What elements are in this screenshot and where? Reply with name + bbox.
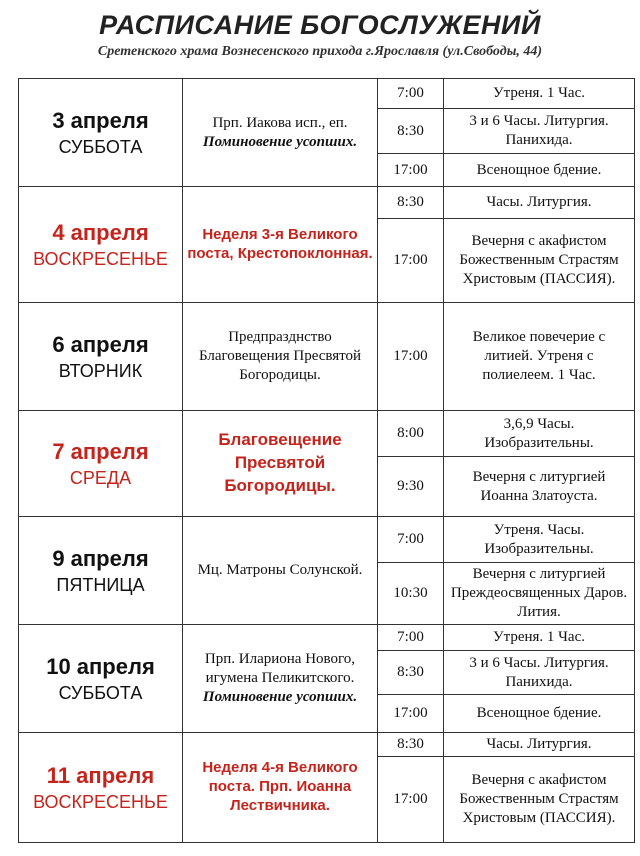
day-weekday: ПЯТНИЦА — [56, 575, 145, 595]
table-row — [19, 625, 635, 651]
service-name: Всенощное бдение. — [444, 154, 635, 187]
service-name: Утреня. Часы. Изобразительны. — [444, 517, 635, 563]
day-date: 4 апреля — [52, 219, 149, 245]
page-title: РАСПИСАНИЕ БОГОСЛУЖЕНИЙ — [99, 10, 541, 40]
service-name: Великое повечерие с литией. Утреня с полиелеем. 1 Час. — [444, 303, 635, 411]
day-date: 9 апреля — [52, 545, 149, 571]
table-row — [19, 733, 635, 757]
day-cell — [19, 79, 183, 187]
day-weekday: ВОСКРЕСЕНЬЕ — [33, 792, 168, 812]
service-time: 9:30 — [378, 457, 444, 517]
service-name: 3 и 6 Часы. Литургия. Панихида. — [444, 109, 635, 154]
schedule-table — [18, 78, 635, 843]
description-line: Прп. Илариона Нового, игумена Пеликитского. — [204, 651, 356, 687]
service-time: 8:30 — [378, 651, 444, 695]
service-time: 7:00 — [378, 517, 444, 563]
day-weekday: СРЕДА — [69, 468, 132, 488]
service-time: 7:00 — [378, 625, 444, 651]
service-time: 8:30 — [378, 733, 444, 757]
service-time: 8:30 — [378, 187, 444, 219]
day-date: 6 апреля — [52, 331, 149, 357]
service-name: 3 и 6 Часы. Литургия. Панихида. — [444, 651, 635, 695]
day-cell — [19, 411, 183, 517]
day-description: Предпразднство Благовещения Пресвятой Богородицы. — [183, 303, 378, 411]
day-date: 7 апреля — [52, 438, 149, 464]
table-row — [19, 187, 635, 219]
day-cell — [19, 303, 183, 411]
day-description: Благовещение Пресвятой Богородицы. — [183, 411, 378, 517]
service-time: 7:00 — [378, 79, 444, 109]
service-time: 17:00 — [378, 219, 444, 303]
service-name: Часы. Литургия. — [444, 733, 635, 757]
day-cell — [19, 625, 183, 733]
service-time: 17:00 — [378, 154, 444, 187]
service-name: Утреня. 1 Час. — [444, 625, 635, 651]
day-weekday: СУББОТА — [58, 137, 143, 157]
description-line: Поминовение усопших. — [202, 688, 358, 705]
table-row — [19, 79, 635, 109]
day-weekday: ВОСКРЕСЕНЬЕ — [33, 249, 168, 269]
day-description: Мц. Матроны Солунской. — [183, 517, 378, 625]
service-name: Вечерня с акафистом Божественным Страстям Христовым (ПАССИЯ). — [444, 757, 635, 843]
service-name: 3,6,9 Часы. Изобразительны. — [444, 411, 635, 457]
day-cell — [19, 517, 183, 625]
day-description: Неделя 4-я Великого поста. Прп. Иоанна Лествичника. — [183, 733, 378, 843]
table-row — [19, 303, 635, 411]
description-line: Поминовение усопших. — [202, 133, 358, 150]
service-time: 10:30 — [378, 563, 444, 625]
page-subtitle: Сретенского храма Вознесенского прихода г.Ярославля (ул.Свободы, 44) — [97, 44, 543, 59]
table-row — [19, 517, 635, 563]
service-name: Вечерня с литургией Преждеосвященных Даров. Лития. — [444, 563, 635, 625]
service-name: Вечерня с акафистом Божественным Страстям Христовым (ПАССИЯ). — [444, 219, 635, 303]
service-time: 17:00 — [378, 695, 444, 733]
day-cell — [19, 187, 183, 303]
day-date: 10 апреля — [46, 653, 155, 679]
service-time: 8:30 — [378, 109, 444, 154]
service-name: Часы. Литургия. — [444, 187, 635, 219]
service-time: 17:00 — [378, 303, 444, 411]
service-time: 8:00 — [378, 411, 444, 457]
day-weekday: ВТОРНИК — [58, 361, 143, 381]
day-description — [183, 79, 378, 187]
description-line: Прп. Иакова исп., еп. — [212, 114, 348, 131]
service-name: Вечерня с литургией Иоанна Златоуста. — [444, 457, 635, 517]
table-row — [19, 411, 635, 457]
day-cell — [19, 733, 183, 843]
day-date: 3 апреля — [52, 107, 149, 133]
day-weekday: СУББОТА — [58, 683, 143, 703]
service-time: 17:00 — [378, 757, 444, 843]
day-description: Неделя 3-я Великого поста, Крестопоклонная. — [183, 187, 378, 303]
service-name: Утреня. 1 Час. — [444, 79, 635, 109]
day-date: 11 апреля — [46, 762, 155, 788]
service-name: Всенощное бдение. — [444, 695, 635, 733]
day-description — [183, 625, 378, 733]
